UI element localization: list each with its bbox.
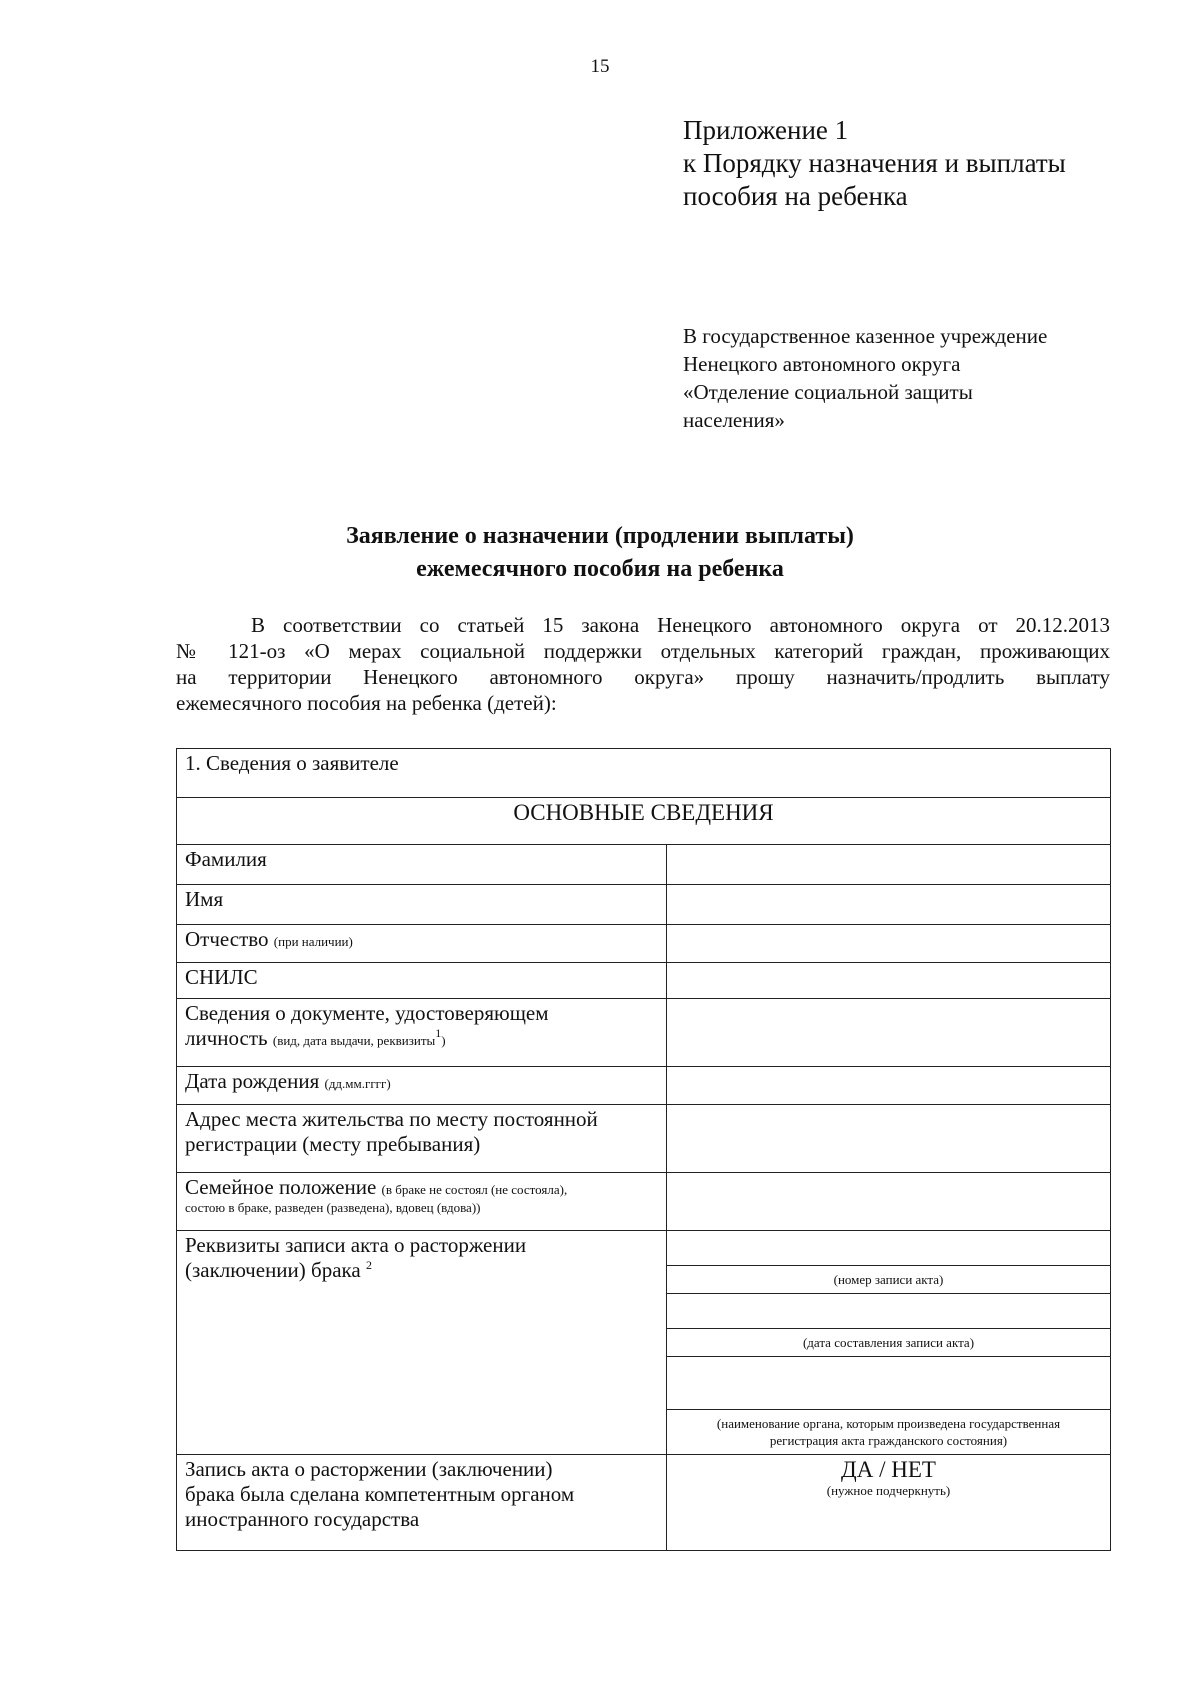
patronymic-field[interactable] (667, 925, 1111, 963)
footnote-marker: 2 (365, 1258, 372, 1272)
foreign-record-text: иностранного государства (185, 1507, 420, 1531)
appendix-line: Приложение 1 (683, 115, 849, 145)
record-date-caption: (дата составления записи акта) (667, 1329, 1110, 1357)
appendix-line: к Порядку назначения и выплаты (683, 148, 1066, 178)
addressee-line: Ненецкого автономного округа (683, 352, 961, 376)
intro-line: В соответствии со статьей 15 закона Ненецкого автономного округа от 20.12.2013 (251, 613, 1110, 637)
applicant-form-table (176, 748, 1111, 1551)
marital-status-text: Семейное положение (185, 1175, 377, 1199)
marital-status-note: (в браке не состоял (не состояла), (381, 1182, 568, 1197)
foreign-record-text: Запись акта о расторжении (заключении) (185, 1457, 553, 1481)
intro-paragraph (176, 612, 1110, 716)
registration-authority-field[interactable] (667, 1357, 1110, 1410)
foreign-record-text: брака была сделана компетентным органом (185, 1482, 575, 1506)
document-title (0, 520, 1200, 586)
marital-status-field[interactable] (667, 1173, 1111, 1231)
birth-date-text: Дата рождения (185, 1069, 320, 1093)
intro-line: ежемесячного пособия на ребенка (детей): (176, 691, 557, 715)
addressee-line: В государственное казенное учреждение (683, 324, 1048, 348)
marital-status-note: состою в браке, разведен (разведена), вдовец (вдова)) (185, 1200, 481, 1215)
title-line: ежемесячного пособия на ребенка (416, 556, 784, 582)
surname-field[interactable] (667, 845, 1111, 885)
appendix-line: пособия на ребенка (683, 181, 908, 211)
section-header: ОСНОВНЫЕ СВЕДЕНИЯ (177, 798, 1111, 845)
addressee-line: населения» (683, 408, 785, 432)
surname-label: Фамилия (177, 845, 667, 885)
patronymic-text: Отчество (185, 927, 269, 951)
addressee-line: «Отделение социальной защиты (683, 380, 973, 404)
address-text: регистрации (месту пребывания) (185, 1132, 481, 1156)
divorce-record-text: Реквизиты записи акта о расторжении (185, 1233, 527, 1257)
patronymic-label (177, 925, 667, 963)
patronymic-note: (при наличии) (273, 934, 353, 949)
name-label: Имя (177, 885, 667, 925)
intro-line: № 121-оз «О мерах социальной поддержки отдельных категорий граждан, проживающих (176, 639, 1110, 663)
divorce-record-fields (667, 1231, 1111, 1455)
id-document-field[interactable] (667, 999, 1111, 1067)
intro-line: на территории Ненецкого автономного округа» прошу назначить/продлить выплату (176, 665, 1110, 689)
address-text: Адрес места жительства по месту постоянной (185, 1107, 598, 1131)
address-label (177, 1105, 667, 1173)
caption-line: (наименование органа, которым произведена государственная (716, 1416, 1061, 1431)
birth-date-field[interactable] (667, 1067, 1111, 1105)
yes-no-hint: (нужное подчеркнуть) (826, 1483, 951, 1498)
foreign-record-label (177, 1455, 667, 1551)
birth-date-label (177, 1067, 667, 1105)
address-field[interactable] (667, 1105, 1111, 1173)
id-document-note-end: ) (441, 1033, 446, 1048)
registration-authority-caption (667, 1410, 1110, 1454)
id-document-note: (вид, дата выдачи, реквизиты (272, 1033, 436, 1048)
record-date-field[interactable] (667, 1294, 1110, 1329)
addressee-block (683, 322, 1047, 434)
divorce-record-label (177, 1231, 667, 1455)
id-document-label (177, 999, 667, 1067)
yes-no-option[interactable]: ДА / НЕТ (841, 1457, 936, 1482)
snils-field[interactable] (667, 963, 1111, 999)
record-number-caption: (номер записи акта) (667, 1266, 1110, 1294)
snils-label: СНИЛС (177, 963, 667, 999)
footnote-marker: 1 (435, 1026, 442, 1040)
marital-status-label (177, 1173, 667, 1231)
foreign-record-choice[interactable] (667, 1455, 1111, 1551)
id-document-text: личность (185, 1026, 268, 1050)
caption-line: регистрация акта гражданского состояния) (769, 1433, 1008, 1448)
id-document-text: Сведения о документе, удостоверяющем (185, 1001, 549, 1025)
record-number-field[interactable] (667, 1231, 1110, 1266)
birth-date-note: (дд.мм.гггг) (324, 1076, 391, 1091)
name-field[interactable] (667, 885, 1111, 925)
divorce-record-text: (заключении) брака (185, 1258, 361, 1282)
section-title: 1. Сведения о заявителе (177, 749, 1111, 798)
page-number: 15 (590, 56, 610, 77)
title-line: Заявление о назначении (продлении выплаты) (346, 523, 854, 549)
appendix-block (683, 114, 1066, 213)
